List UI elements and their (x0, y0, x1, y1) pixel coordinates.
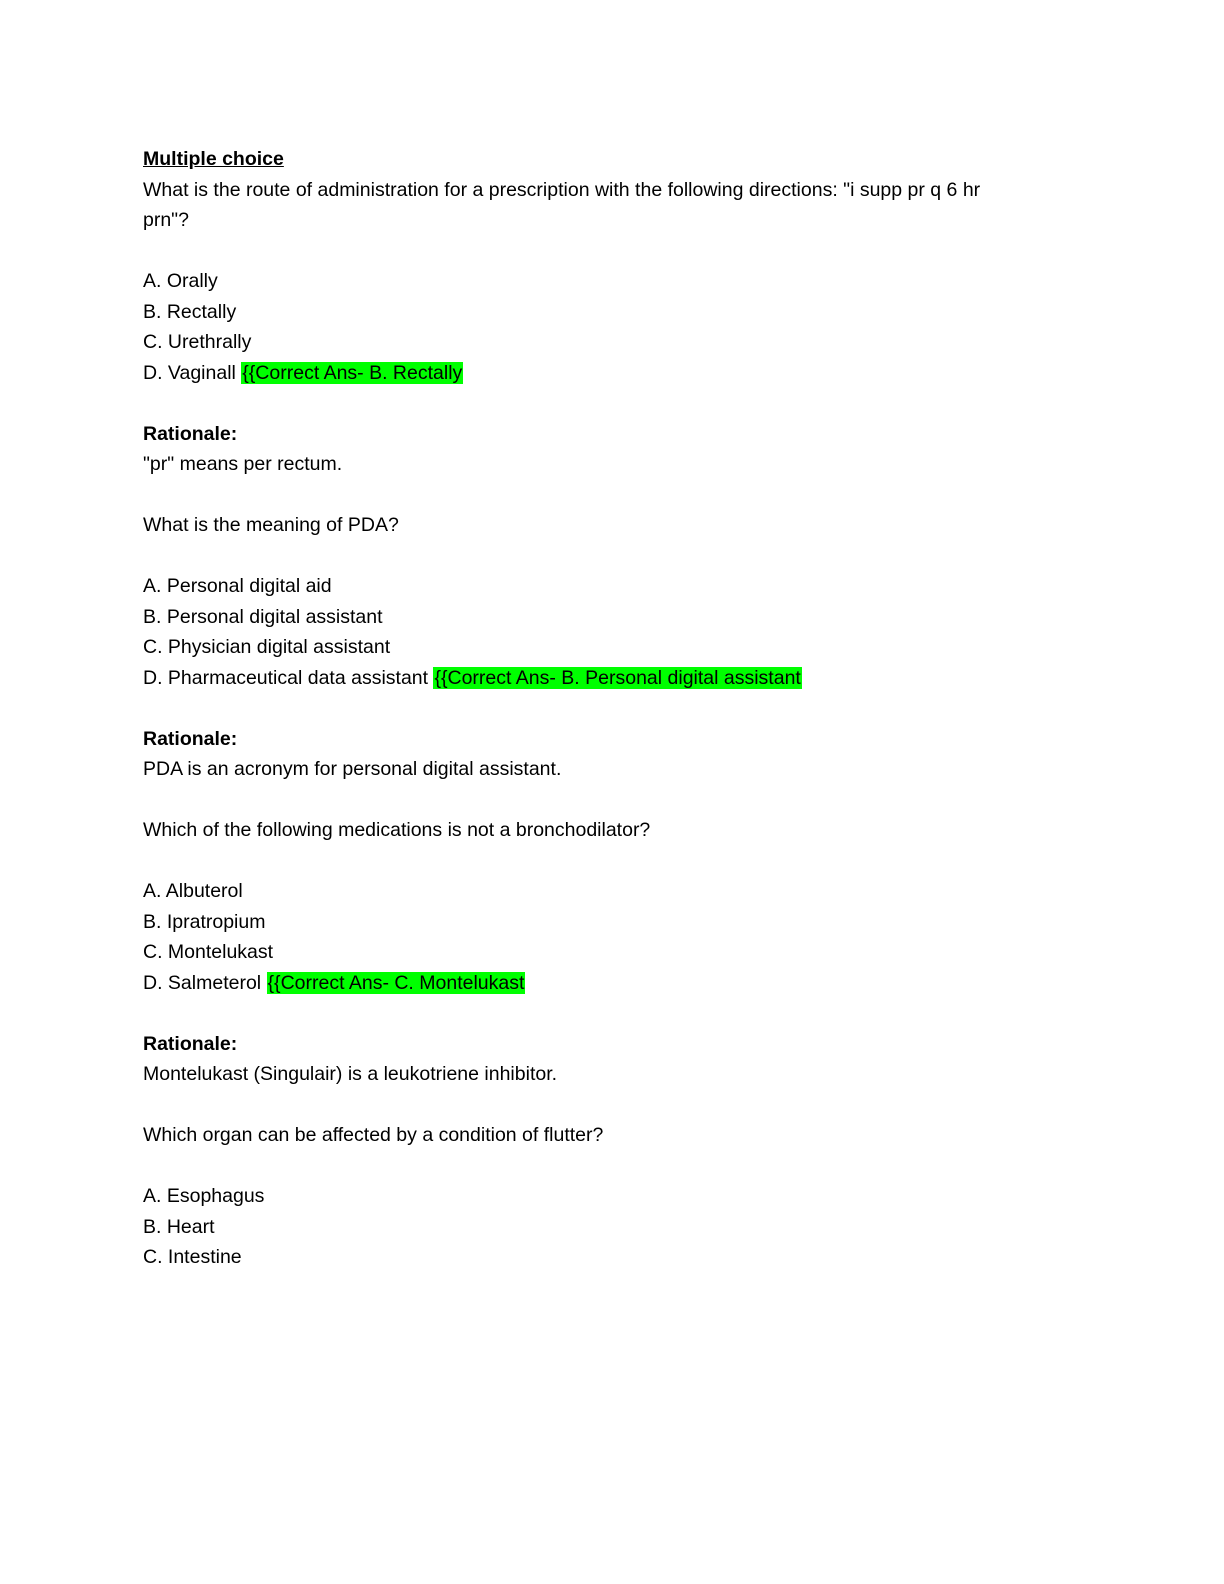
option-b: B. Rectally (143, 300, 237, 323)
rationale-text: "pr" means per rectum. (143, 453, 343, 475)
option-a: A. Esophagus (143, 1185, 265, 1207)
option-b: B. Ipratropium (143, 910, 266, 933)
option-d: D. Salmeterol (143, 971, 262, 994)
correct-answer-highlight: {{Correct Ans- B. Personal digital assistant (434, 666, 801, 689)
question-block-3 (143, 815, 1043, 1120)
document-page (143, 144, 1043, 1273)
rationale-label: Rationale: (143, 727, 238, 750)
rationale-text: PDA is an acronym for personal digital assistant. (143, 758, 562, 780)
rationale-text: Montelukast (Singulair) is a leukotriene inhibitor. (143, 1063, 558, 1085)
option-a: A. Albuterol (143, 880, 243, 902)
option-b: B. Heart (143, 1215, 215, 1238)
option-a: A. Personal digital aid (143, 575, 332, 597)
question-block-1 (143, 175, 1043, 511)
rationale-label: Rationale: (143, 1032, 238, 1055)
rationale-label: Rationale: (143, 422, 238, 445)
option-d-row (143, 968, 1043, 999)
question-block-2 (143, 510, 1043, 815)
correct-answer-highlight: {{Correct Ans- B. Rectally (242, 361, 463, 384)
question-text: Which of the following medications is not a bronchodilator? (143, 819, 651, 841)
correct-answer-highlight: {{Correct Ans- C. Montelukast (267, 971, 525, 994)
question-text: Which organ can be affected by a condition of flutter? (143, 1124, 604, 1146)
option-d: D. Pharmaceutical data assistant (143, 666, 429, 689)
option-a: A. Orally (143, 270, 218, 292)
question-text: What is the meaning of PDA? (143, 514, 399, 536)
option-c: C. Montelukast (143, 941, 274, 963)
option-d-row (143, 358, 1043, 389)
question-text: What is the route of administration for a prescription with the following directions: "i supp pr q 6 hr prn"? (143, 178, 981, 231)
option-c: C. Physician digital assistant (143, 636, 391, 658)
section-heading: Multiple choice (143, 148, 284, 170)
option-b: B. Personal digital assistant (143, 605, 383, 628)
option-d-row (143, 663, 1043, 694)
option-c: C. Urethrally (143, 331, 252, 353)
question-block-4 (143, 1120, 1043, 1273)
option-c: C. Intestine (143, 1246, 242, 1268)
option-d: D. Vaginall (143, 361, 236, 384)
